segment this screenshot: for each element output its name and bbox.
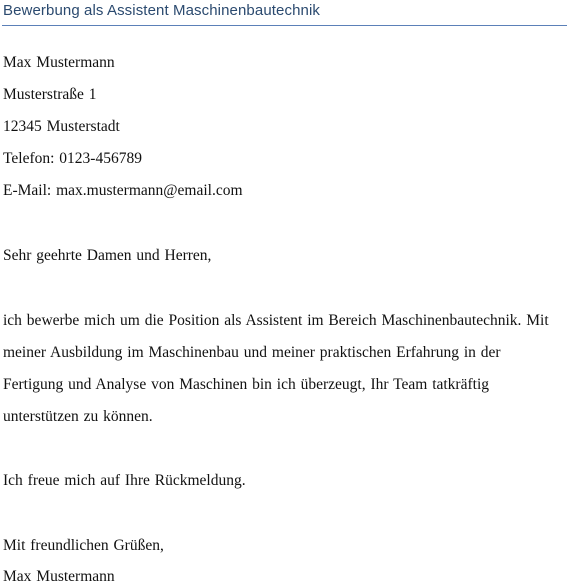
closing-sentence: Ich freue mich auf Ihre Rückmeldung. [3,472,246,489]
closing-phrase: Mit freundlichen Grüßen, [3,537,164,554]
salutation: Sehr geehrte Damen und Herren, [3,247,212,264]
sender-email: E-Mail: max.mustermann@email.com [3,182,243,199]
document-title: Bewerbung als Assistent Maschinenbautechnik [3,2,320,19]
sender-street: Musterstraße 1 [3,86,97,103]
sender-city: 12345 Musterstadt [3,118,120,135]
sender-name: Max Mustermann [3,54,115,71]
body-line: ich bewerbe mich um die Position als Assistent im Bereich Maschinenbautechnik. Mit [3,312,549,329]
body-line: meiner Ausbildung im Maschinenbau und meiner praktischen Erfahrung in der [3,344,501,361]
body-line: Fertigung und Analyse von Maschinen bin ich überzeugt, Ihr Team tatkräftig [3,376,489,393]
sender-phone: Telefon: 0123-456789 [3,150,142,167]
signature-name: Max Mustermann [3,568,115,585]
body-line: unterstützen zu können. [3,408,153,425]
title-divider [2,25,567,26]
